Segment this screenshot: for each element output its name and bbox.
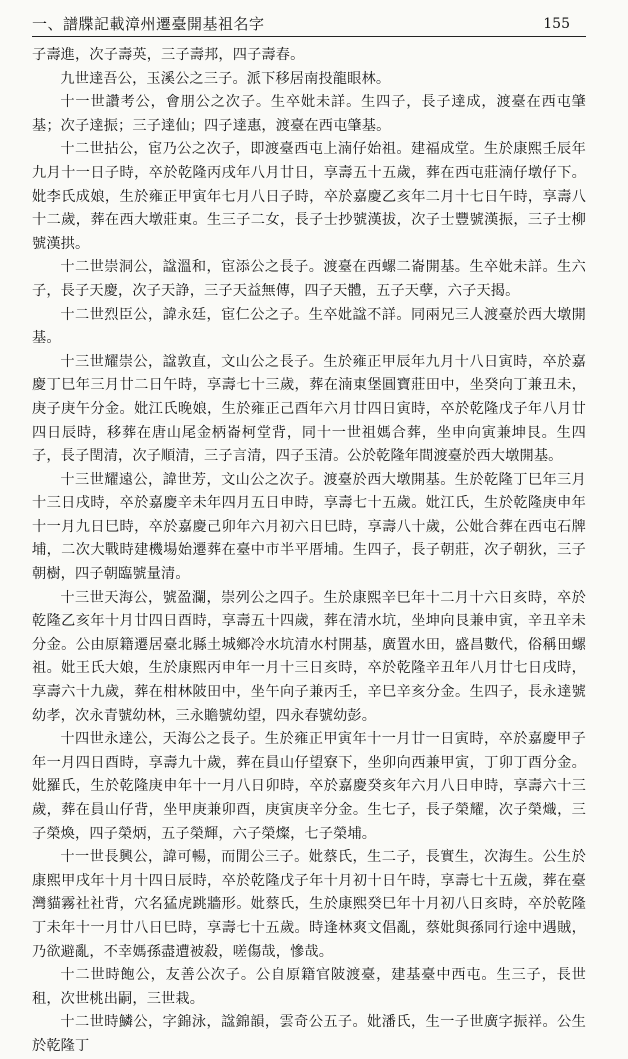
paragraph-continuation: 子壽進，次子壽英，三子壽邦，四子壽春。	[32, 47, 305, 63]
paragraph: 十四世永達公，天海公之長子。生於雍正甲寅年十一月廿一日寅時，卒於嘉慶甲子年一月四日酉時，享壽九十歲，葬在員山仔望寮下，坐卯向西兼甲寅，丁卯丁酉分金。妣羅氏，生於乾隆庚申年十一月八日卯時，卒於嘉慶癸亥年六月八日申時，享壽六十三歲，葬在員山仔背，坐甲庚兼卯酉，庚寅庚辛分金。生七子，長子榮耀，次子榮熾，三子榮煥，四子榮炳，五子榮輝，六子榮燦，七子榮埔。	[32, 731, 586, 842]
chapter-title: 一、譜牒記載漳州遷臺開基祖名字	[32, 15, 265, 33]
paragraph: 十二世崇洞公，諡溫和，宦添公之長子。渡臺在西螺二崙開基。生卒妣未詳。生六子，長子天慶，次子天諍，三子天益無傳，四子天體，五子天孽，六子天揭。	[32, 259, 586, 299]
running-header	[32, 14, 586, 37]
paragraph: 十二世拈公，宦乃公之次子，即渡臺西屯上湳仔始祖。建福成堂。生於康熙壬辰年九月十一日子時，卒於乾隆丙戌年八月廿日，享壽五十五歲，葬在西屯莊湳仔墩仔下。妣李氏成娘，生於雍正甲寅年七月八日子時，卒於嘉慶乙亥年二月十七日午時，享壽八十二歲，葬在西大墩莊東。生三子二女，長子士抄號漢拔，次子士豐號漢振，三子士柳號漢拱。	[32, 141, 586, 252]
paragraph: 十三世耀崇公，諡敦直，文山公之長子。生於雍正甲辰年九月十八日寅時，卒於嘉慶丁巳年三月廿二日午時，享壽七十三歲，葬在湳東堡圓寶莊田中，坐癸向丁兼丑未，庚子庚午分金。妣江氏晚娘，生於雍正己酉年六月廿四日寅時，卒於乾隆戊子年八月廿四日辰時，移葬在唐山尾金柄崙柯堂背，同十一世祖媽合葬，坐申向寅兼坤艮。生四子，長子閏清，次子順清，三子言清，四子玉清。公於乾隆年間渡臺於西大墩開基。	[32, 353, 586, 465]
paragraph: 十一世長興公，諱可暢，而閒公三子。妣蔡氏，生二子，長實生，次海生。公生於康熙甲戌年十月十四日辰時，卒於乾隆戊子年十月初十日午時，享壽七十五歲，葬在臺灣貓霧社社背，穴名猛虎跳牆形。妣蔡氏，生於康熙癸巳年十月初八日亥時，卒於乾隆丁未年十一月廿八日巳時，享壽七十五歲。時逢林爽文倡亂，蔡妣與孫同行途中遇賊，乃欲避亂，不幸媽孫盡遭被殺，嗟傷哉，慘哉。	[32, 849, 586, 960]
page-number: 155	[543, 16, 570, 32]
paragraph: 十二世時飽公，友善公次子。公自原籍官陂渡臺，建基臺中西屯。生三子，長世租，次世桃出嗣，三世栽。	[32, 967, 586, 1007]
body-text	[32, 44, 586, 1059]
paragraph: 十二世烈臣公，諱永廷，宦仁公之子。生卒妣諡不詳。同兩兄三人渡臺於西大墩開基。	[32, 306, 586, 347]
paragraph: 十三世天海公，號盈瀾，崇列公之四子。生於康熙辛巳年十二月十六日亥時，卒於乾隆乙亥年十月廿四日酉時，享壽五十四歲，葬在清水坑，坐坤向艮兼申寅，辛丑辛未分金。公由原籍遷居臺北縣土城鄉冷水坑清水村開基，廣置水田，盛昌數代，俗稱田螺祖。妣王氏大娘，生於康熙丙申年一月十三日亥時，卒於乾隆辛丑年八月廿七日戌時，享壽六十九歲，葬在柑林陂田中，坐午向子兼丙壬，辛巳辛亥分金。生四子，長永達號幼孝，次永青號幼林，三永贍號幼望，四永春號幼彭。	[32, 589, 586, 724]
paragraph: 十三世耀遠公，諱世芳，文山公之次子。渡臺於西大墩開基。生於乾隆丁巳年三月十三日戌時，卒於嘉慶辛未年四月五日申時，享壽七十五歲。妣江氏，生於乾隆庚申年十一月九日巳時，卒於嘉慶己卯年六月初六日巳時，享壽八十歲，公妣合葬在西屯石牌埔，二次大戰時建機場始遷葬在臺中市半平厝埔。生四子，長子朝莊，次子朝狄，三子朝樹，四子朝臨號量清。	[32, 471, 586, 583]
paragraph: 九世達吾公，玉溪公之三子。派下移居南投龍眼林。	[60, 70, 391, 87]
paragraph: 十二世時鱗公，字錦泳，諡錦韻，雲奇公五子。妣潘氏，生一子世廣字振祥。公生於乾隆丁	[32, 1014, 586, 1054]
paragraph: 十一世讚考公，會朋公之次子。生卒妣未詳。生四子，長子達成，渡臺在西屯肇基；次子達振；三子達仙；四子達惠，渡臺在西屯肇基。	[32, 94, 586, 134]
